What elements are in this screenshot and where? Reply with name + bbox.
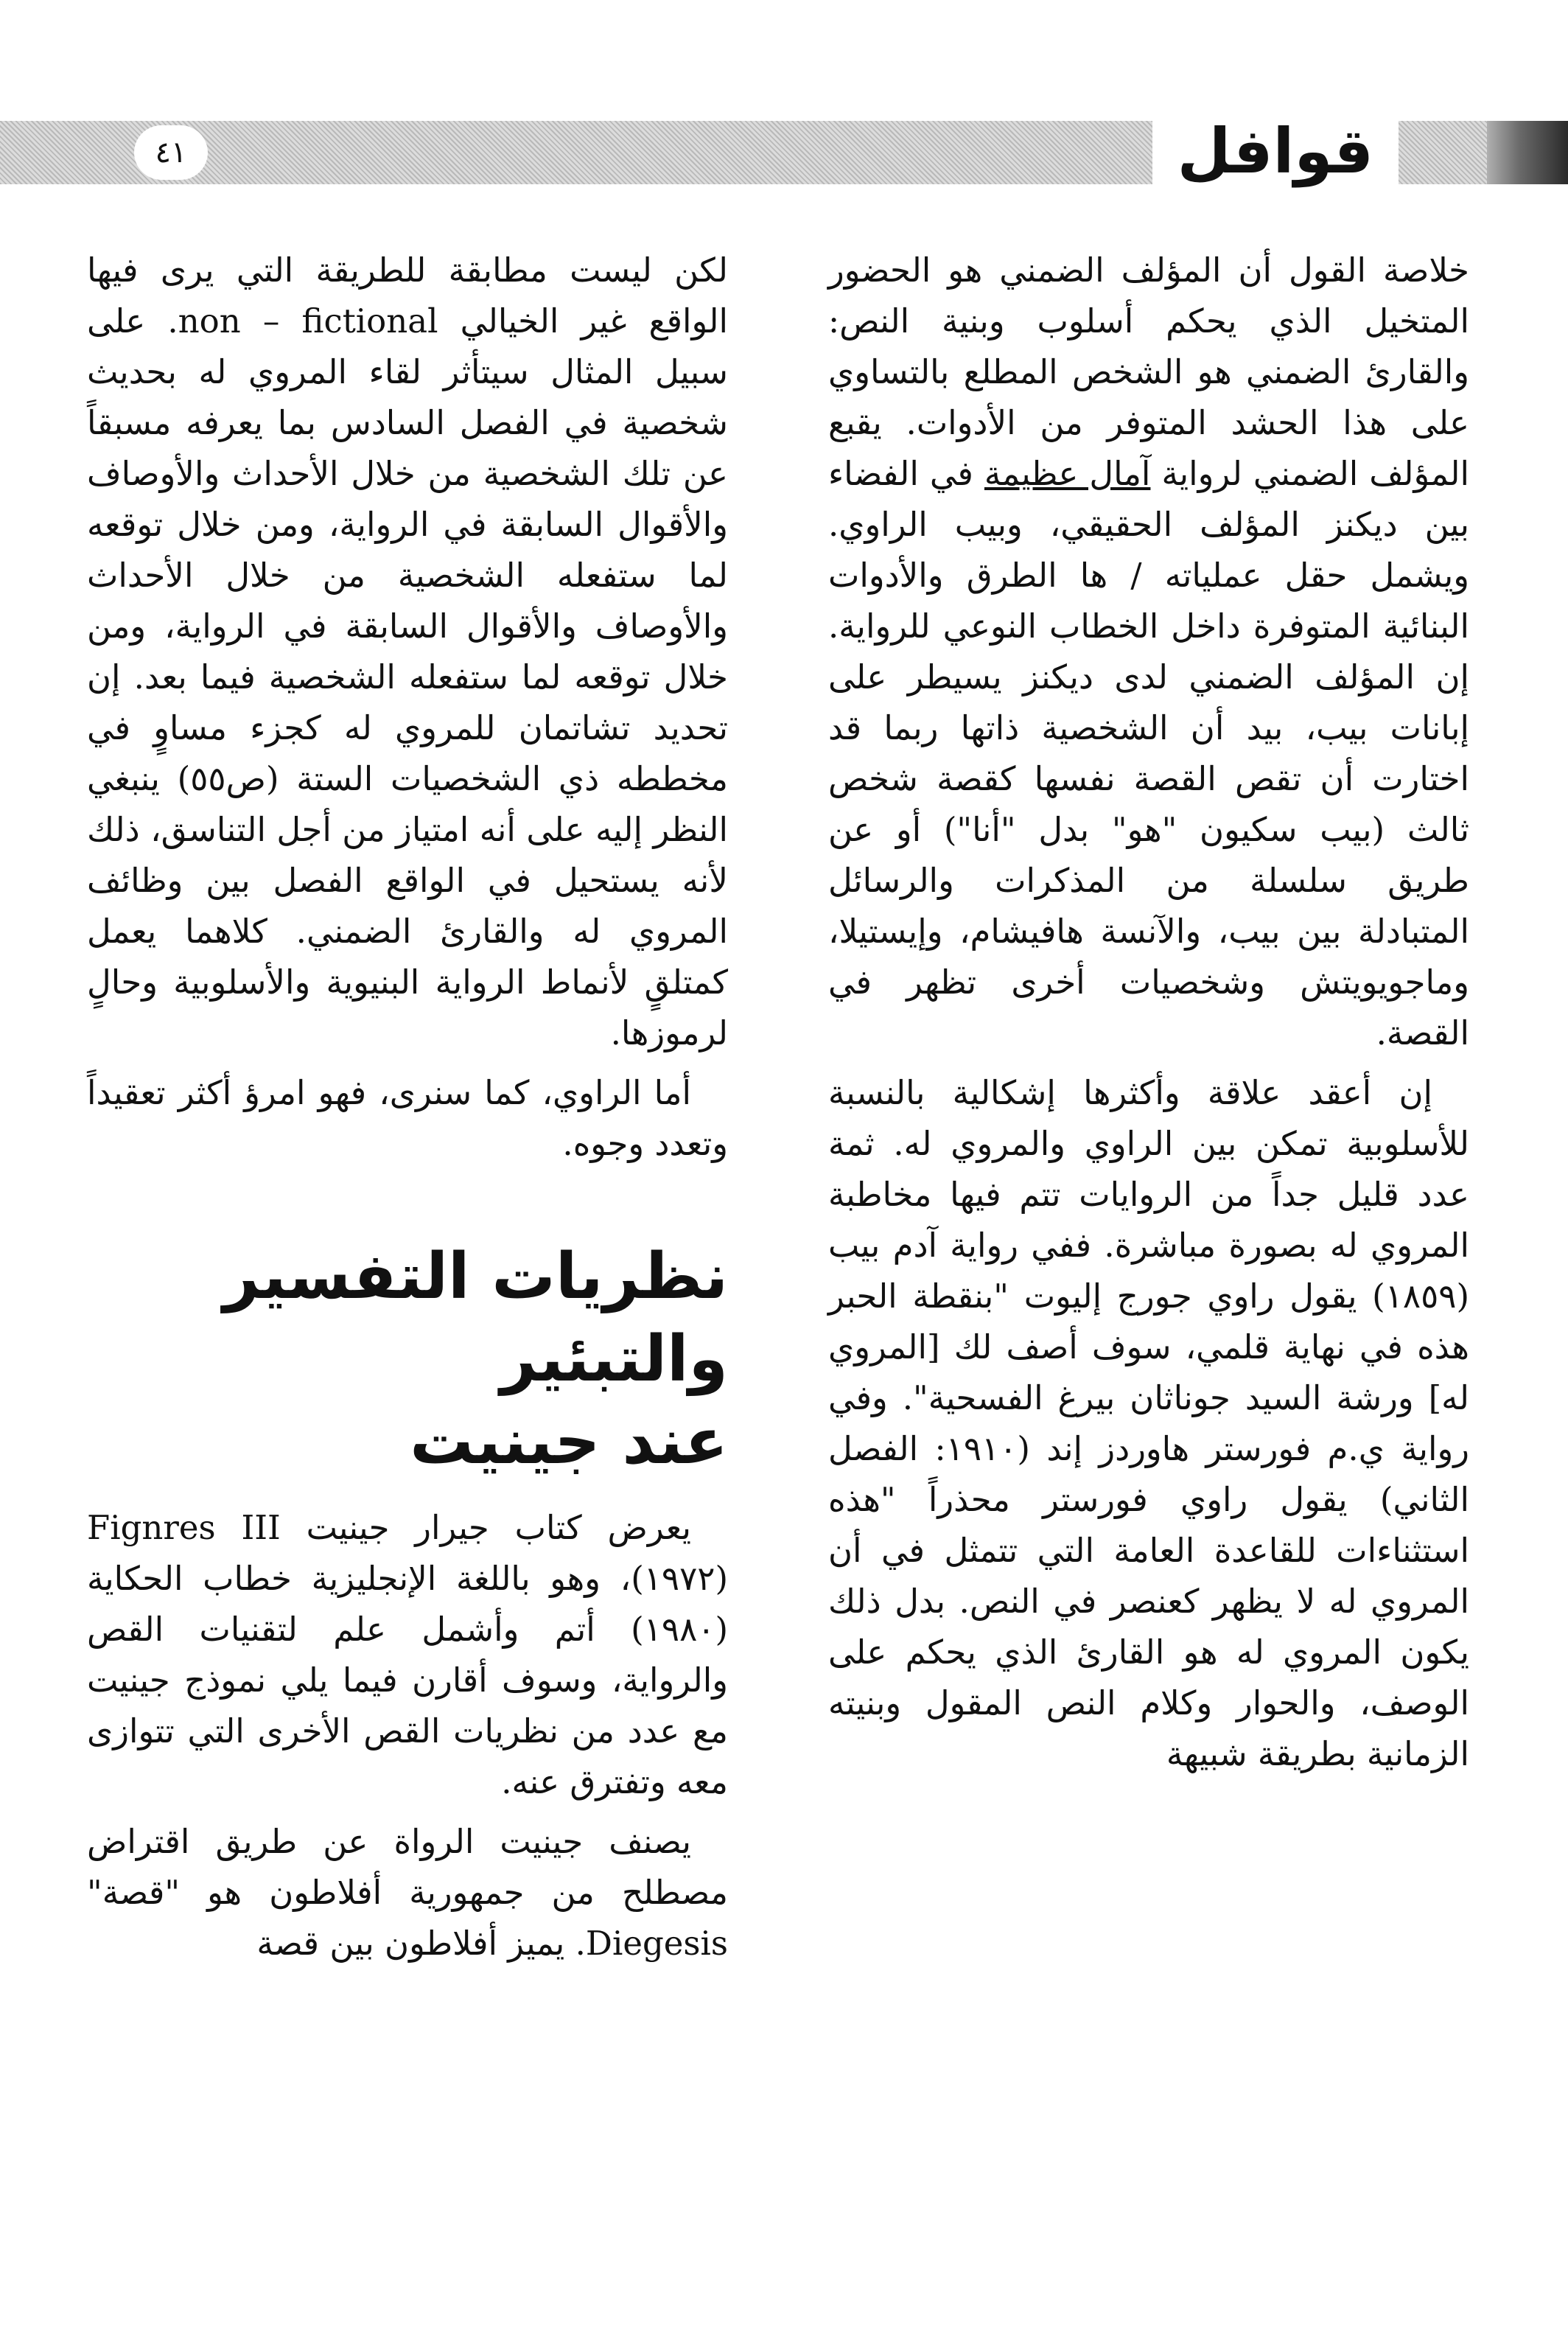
- right-paragraph-1: [828, 245, 1469, 1058]
- magazine-title: قوافل: [1152, 111, 1399, 192]
- section-heading: [87, 1235, 728, 1483]
- left-paragraph-1: لكن ليست مطابقة للطريقة التي يرى فيها الواقع غير الخيالي non – fictional. على سبيل المثال سيتأثر لقاء المروي له بحديث شخصية في الفصل السادس بما يعرفه مسبقاً عن تلك الشخصية من خلال الأحداث والأوصاف والأقوال السابقة في الرواية، ومن خلال توقعه لما ستفعله الشخصية من خلال الأحداث والأوصاف والأقوال السابقة في الرواية، ومن خلال توقعه لما ستفعله الشخصية فيما بعد. إن تحديد تشاتمان للمروي له كجزء مساوٍ في مخططه ذي الشخصيات الستة (ص٥٥) ينبغي النظر إليه على أنه امتياز من أجل التناسق، ذلك لأنه يستحيل في الواقع الفصل بين وظائف المروي له والقارئ الضمني. كلاهما يعمل كمتلقٍ لأنماط الرواية البنيوية والأسلوبية وحالٍ لرموزها.: [87, 251, 728, 1053]
- left-paragraph-4: يصنف جينيت الرواة عن طريق اقتراض مصطلح من جمهورية أفلاطون هو "قصة" Diegesis. يميز أفلاطون بين قصة: [87, 1822, 728, 1963]
- left-paragraph-2: أما الراوي، كما سنرى، فهو امرؤ أكثر تعقيداً وتعدد وجوه.: [87, 1073, 728, 1163]
- header-band-accent: [1487, 121, 1568, 184]
- novel-title-great-expectations: آمال عظيمة: [984, 454, 1151, 493]
- section-heading-line-2: عند جينيت: [410, 1405, 728, 1479]
- left-paragraph-3: يعرض كتاب جيرار جينيت Fignres III (١٩٧٢)، وهو باللغة الإنجليزية خطاب الحكاية (١٩٨٠) أتم وأشمل علم لتقنيات القص والرواية، وسوف أقارن فيما يلي نموذج جينيت مع عدد من نظريات القص الأخرى التي تتوازى معه وتفترق عنه.: [87, 1508, 728, 1801]
- right-paragraph-2: إن أعقد علاقة وأكثرها إشكالية بالنسبة للأسلوبية تمكن بين الراوي والمروي له. ثمة عدد قليل جداً من الروايات تتم فيها مخاطبة المروي له بصورة مباشرة. ففي رواية آدم بيب (١٨٥٩) يقول راوي جورج إليوت "بنقطة الحبر هذه في نهاية قلمي، سوف أصف لك [المروي له] ورشة السيد جوناثان بيرغ الفسحية". وفي رواية ي.م فورستر هاوردز إند (١٩١٠: الفصل الثاني) يقول راوي فورستر محذراً "هذه استثناءات للقاعدة العامة التي تتمثل في أن المروي له لا يظهر كعنصر في النص. بدل ذلك يكون المروي له هو القارئ الذي يحكم على الوصف، والحوار وكلام النص المقول وبنيته الزمانية بطريقة شبيهة: [828, 1073, 1469, 1773]
- section-heading-line-1: نظريات التفسير والتبئير: [223, 1240, 728, 1396]
- right-paragraph-1-part-b: في الفضاء بين ديكنز المؤلف الحقيقي، وبيب الراوي. ويشمل حقل عملياته / ها الطرق والأدوات البنائية المتوفرة داخل الخطاب النوعي للرواية. إن المؤلف الضمني لدى ديكنز يسيطر على إبانات بيب، بيد أن الشخصية ذاتها ربما قد اختارت أن تقص القصة نفسها كقصة شخص ثالث (بيب سكيون "هو" بدل "أنا") أو عن طريق سلسلة من المذكرات والرسائل المتبادلة بين بيب، والآنسة هافيشام، وإيستيلا، وماجويويتش وشخصيات أخرى تظهر في القصة.: [828, 454, 1469, 1053]
- right-paragraph-1-part-a: خلاصة القول أن المؤلف الضمني هو الحضور المتخيل الذي يحكم أسلوب وبنية النص: والقارئ الضمني هو الشخص المطلع بالتساوي على هذا الحشد المتوفر من الأدوات. يقبع المؤلف الضمني لرواية: [828, 251, 1469, 493]
- left-column: [87, 245, 728, 1978]
- right-column: [828, 245, 1469, 1788]
- page-number: ٤١: [134, 125, 208, 180]
